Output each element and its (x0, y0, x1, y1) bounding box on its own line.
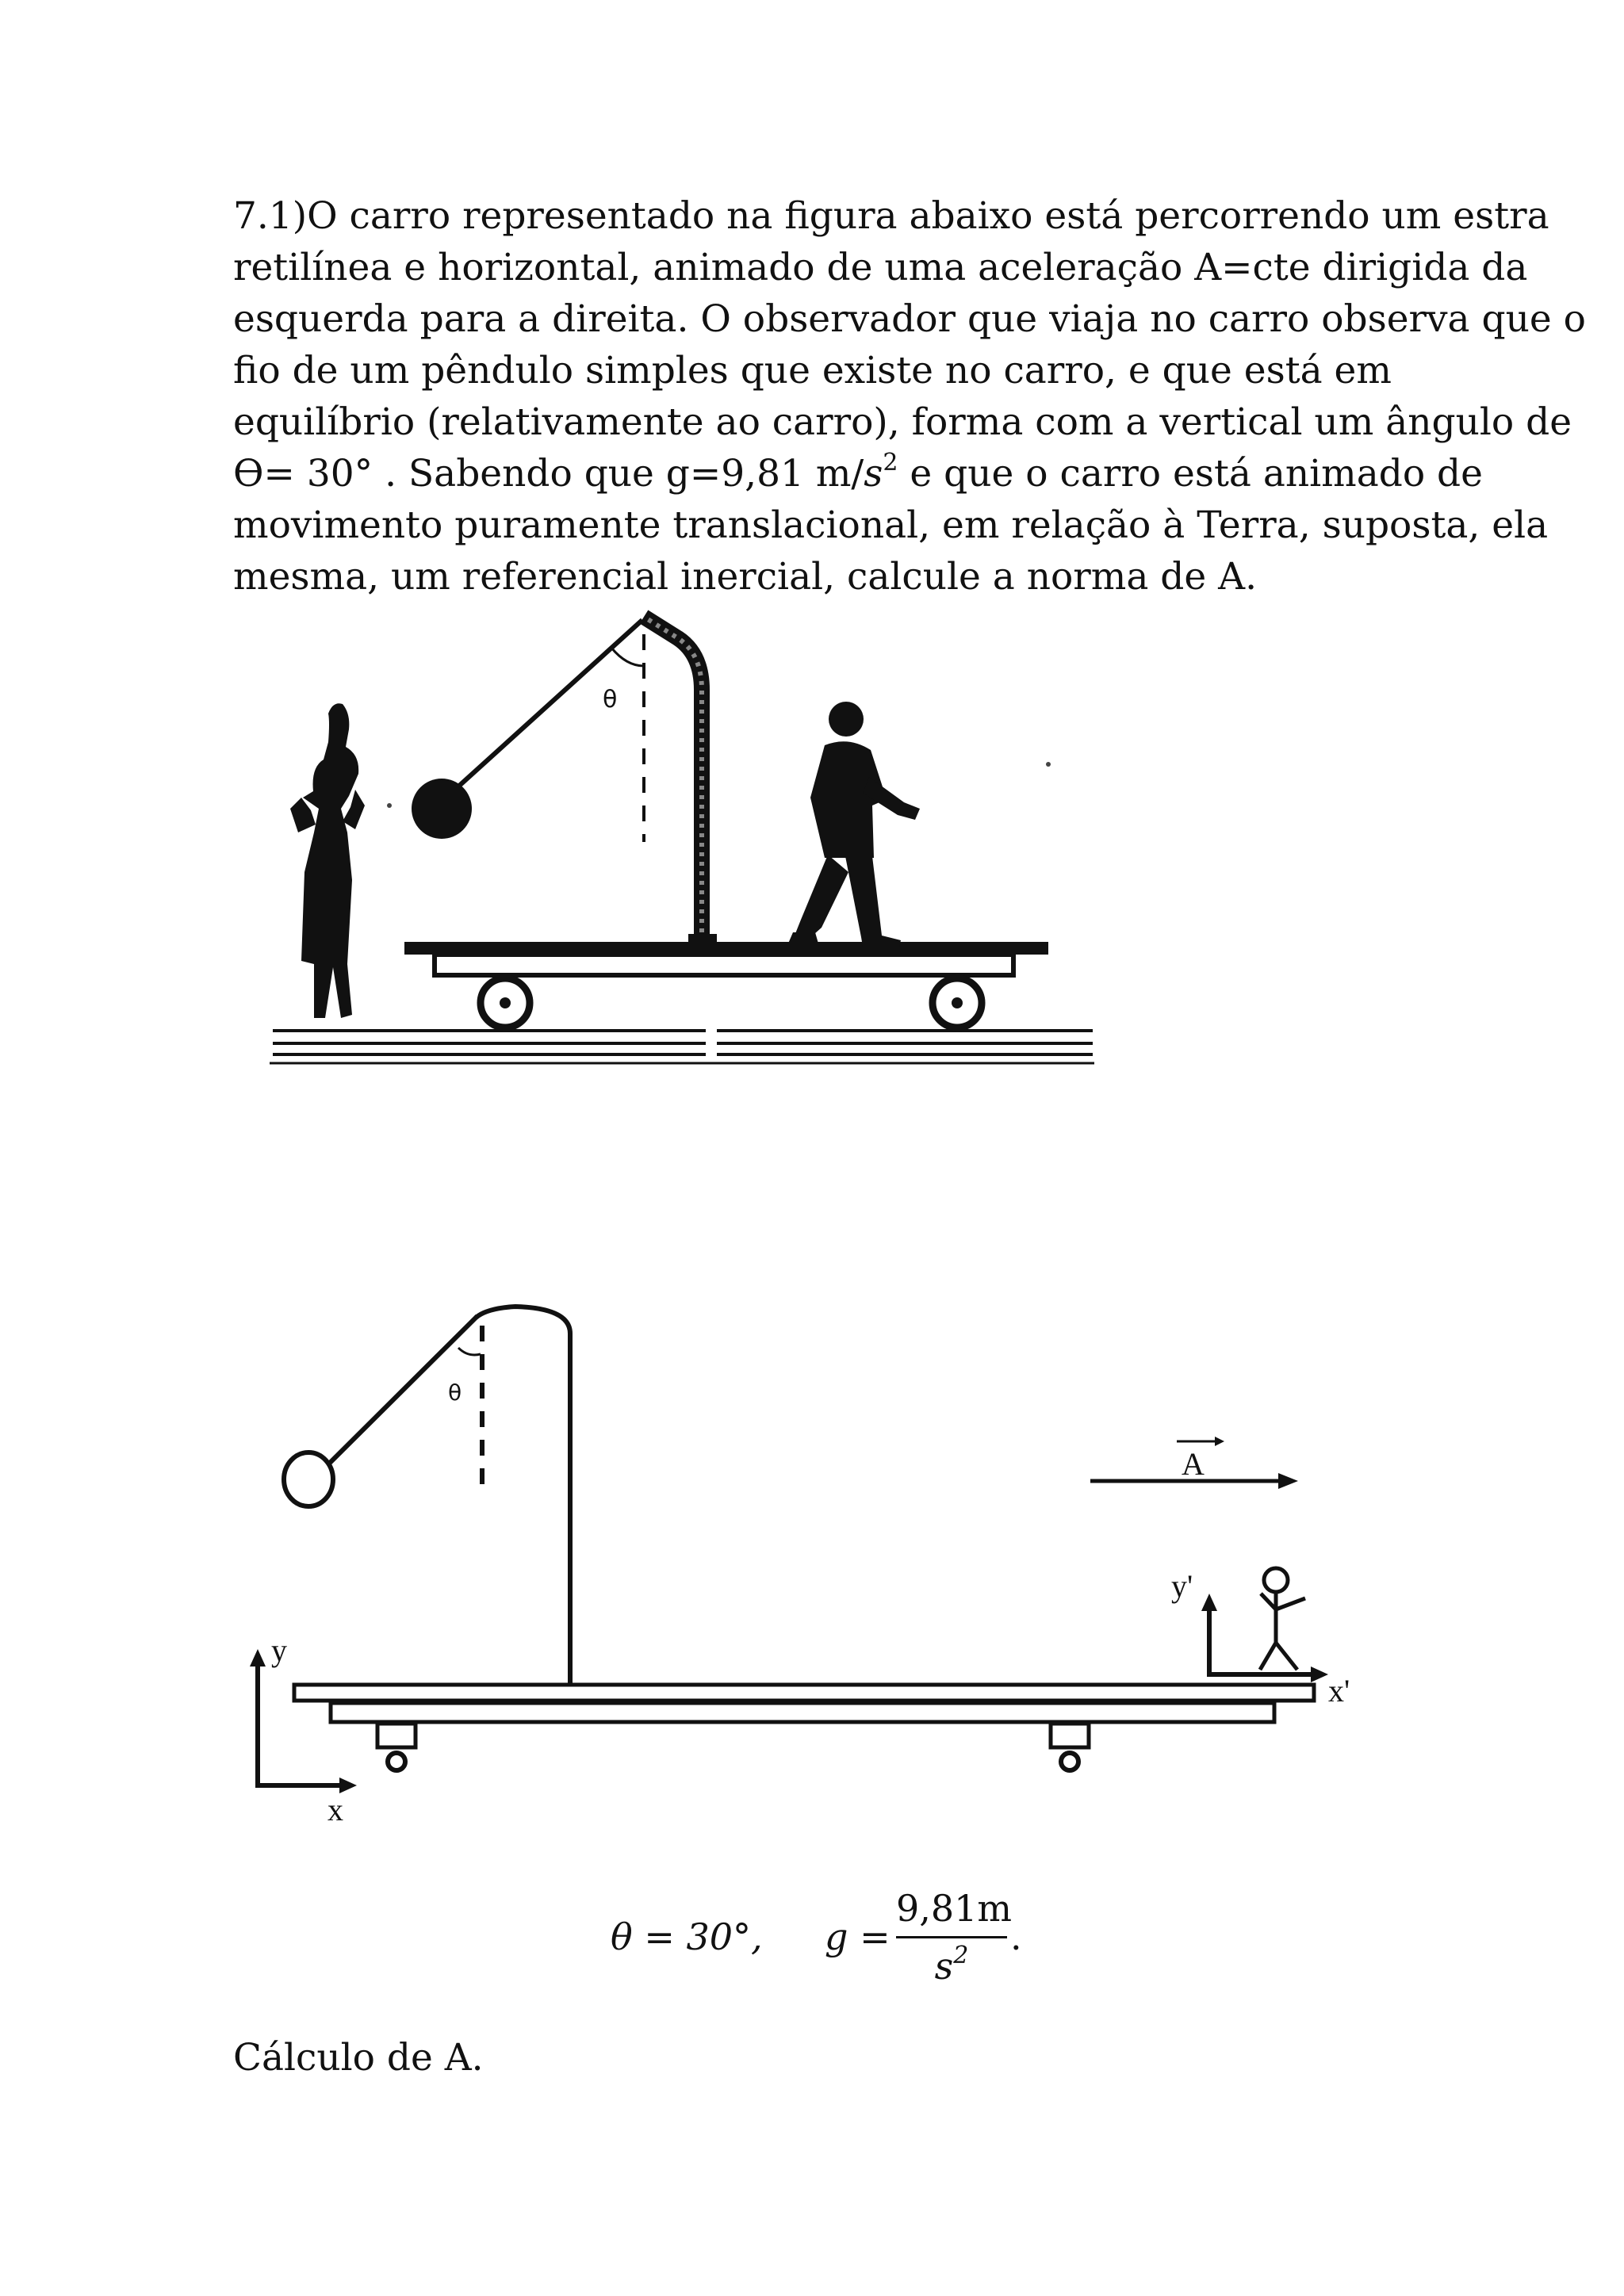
gravity-numerator: 9,81m (896, 1887, 1013, 1930)
fraction-bar (896, 1936, 1007, 1938)
schematic-wheel-left (377, 1724, 416, 1770)
problem-line: equilíbrio (relativamente ao carro), forma com a vertical um ângulo de (233, 400, 1572, 444)
schematic-angle-arc (458, 1348, 481, 1355)
problem-line: retilínea e horizontal, animado de uma aceleração A=cte dirigida da (233, 246, 1528, 289)
axis-y-prime-label: y' (1171, 1568, 1193, 1604)
theta-value: θ = 30°, (611, 1915, 763, 1958)
problem-line: movimento puramente translacional, em relação à Terra, suposta, ela (233, 503, 1549, 547)
axis-y-label: y (271, 1632, 287, 1668)
theta-label: θ (603, 686, 618, 714)
problem-exponent: 2 (883, 449, 898, 476)
calculation-heading: Cálculo de A. (233, 2036, 484, 2080)
formula-period: . (1010, 1915, 1022, 1958)
problem-line: 7.1)O carro representado na figura abaixo está percorrendo um estra (233, 194, 1549, 238)
denominator-base: s (934, 1945, 954, 1988)
problem-text: e que o carro está animado de (898, 452, 1483, 496)
vector-a-overbar-head (1215, 1437, 1224, 1446)
gravity-symbol: g = (825, 1915, 891, 1958)
axis-x-prime-label: x' (1328, 1673, 1350, 1709)
vector-a-label: A (1182, 1446, 1205, 1482)
problem-text: s (864, 452, 883, 496)
gravity-fraction (896, 1887, 1013, 1988)
acceleration-arrowhead (1278, 1473, 1298, 1489)
problem-line: fio de um pêndulo simples que existe no carro, e que está em (233, 349, 1392, 392)
given-values-formula (611, 1887, 1055, 1990)
schematic-bob (284, 1452, 333, 1506)
schematic-platform-bottom (331, 1703, 1274, 1722)
schematic-wheel-right (1051, 1724, 1089, 1770)
schematic-theta-label: θ (448, 1380, 462, 1406)
denominator-exponent: 2 (953, 1942, 969, 1969)
stick-figure-observer (1260, 1568, 1305, 1670)
moving-axes (1201, 1594, 1328, 1682)
problem-line: esquerda para a direita. O observador que viaja no carro observa que o (233, 297, 1586, 341)
schematic-support (476, 1307, 570, 1685)
gravity-denominator (896, 1942, 1007, 1988)
problem-line: mesma, um referencial inercial, calcule a norma de A. (233, 555, 1258, 599)
axis-x-label: x (327, 1792, 343, 1827)
problem-text: ϴ= 30° . Sabendo que g=9,81 m/ (233, 452, 864, 496)
schematic-platform-top (294, 1685, 1314, 1701)
